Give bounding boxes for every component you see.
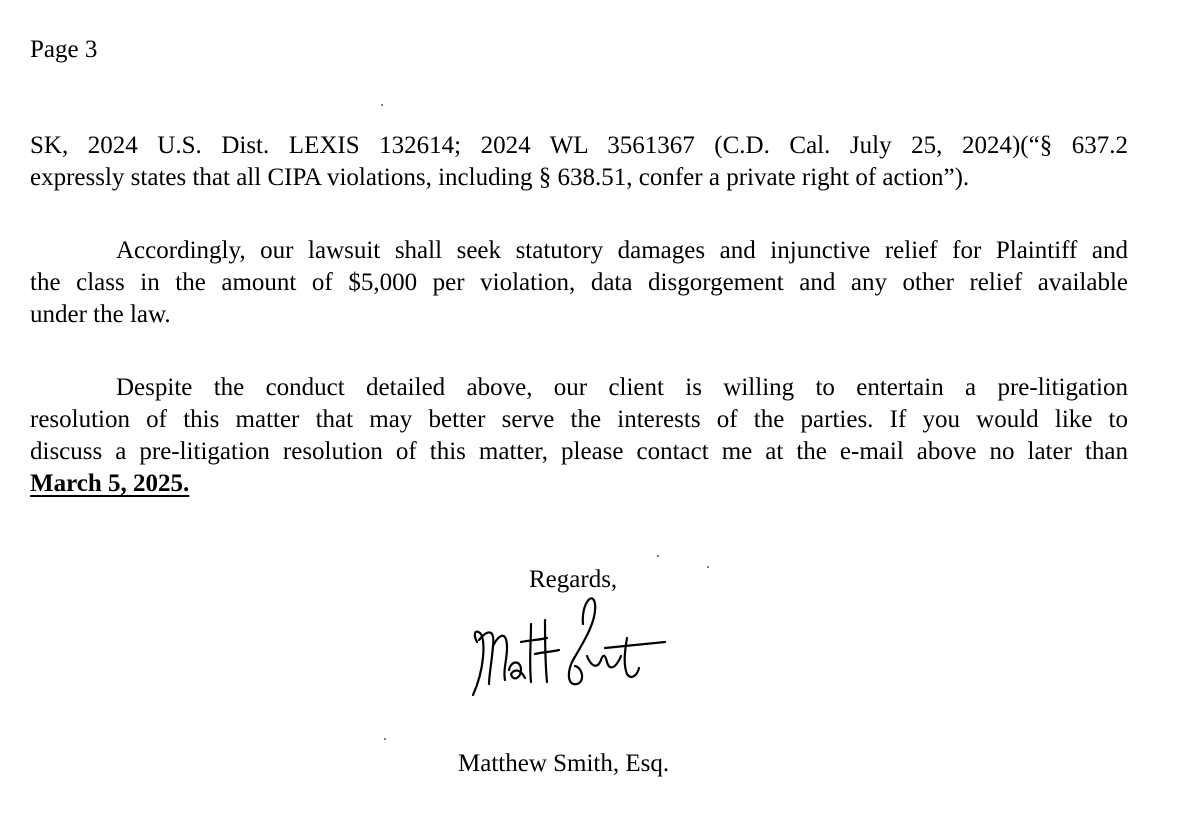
paragraph-line: SK, 2024 U.S. Dist. LEXIS 132614; 2024 WL 3561367 (C.D. Cal. July 25, 2024)(“§ 637.2 [30, 132, 1128, 159]
paragraph-line: resolution of this matter that may better serve the interests of the parties. If you would like to [30, 406, 1128, 433]
scan-speck [381, 104, 383, 106]
paragraph-line: Despite the conduct detailed above, our client is willing to entertain a pre-litigation [116, 374, 1128, 401]
damages-paragraph [30, 235, 1128, 331]
scan-speck [657, 555, 659, 557]
citation-paragraph [30, 130, 1128, 194]
scan-speck [707, 566, 709, 568]
paragraph-line: expressly states that all CIPA violations, including § 638.51, confer a private right of action”). [30, 164, 970, 191]
paragraph-line: Accordingly, our lawsuit shall seek statutory damages and injunctive relief for Plaintiff and [116, 237, 1128, 264]
paragraph-line: under the law. [30, 301, 171, 328]
paragraph-line [30, 468, 1128, 500]
handwritten-signature [455, 590, 675, 710]
closing-salutation: Regards, [529, 566, 618, 593]
paragraph-line: the class in the amount of $5,000 per violation, data disgorgement and any other relief available [30, 269, 1128, 296]
resolution-paragraph [30, 372, 1128, 500]
signer-name: Matthew Smith, Esq. [458, 750, 670, 777]
scan-speck [384, 738, 386, 740]
page-number: Page 3 [30, 36, 98, 63]
paragraph-line: discuss a pre-litigation resolution of this matter, please contact me at the e-mail above no later than [30, 438, 1128, 465]
response-deadline: March 5, 2025. [30, 470, 190, 497]
